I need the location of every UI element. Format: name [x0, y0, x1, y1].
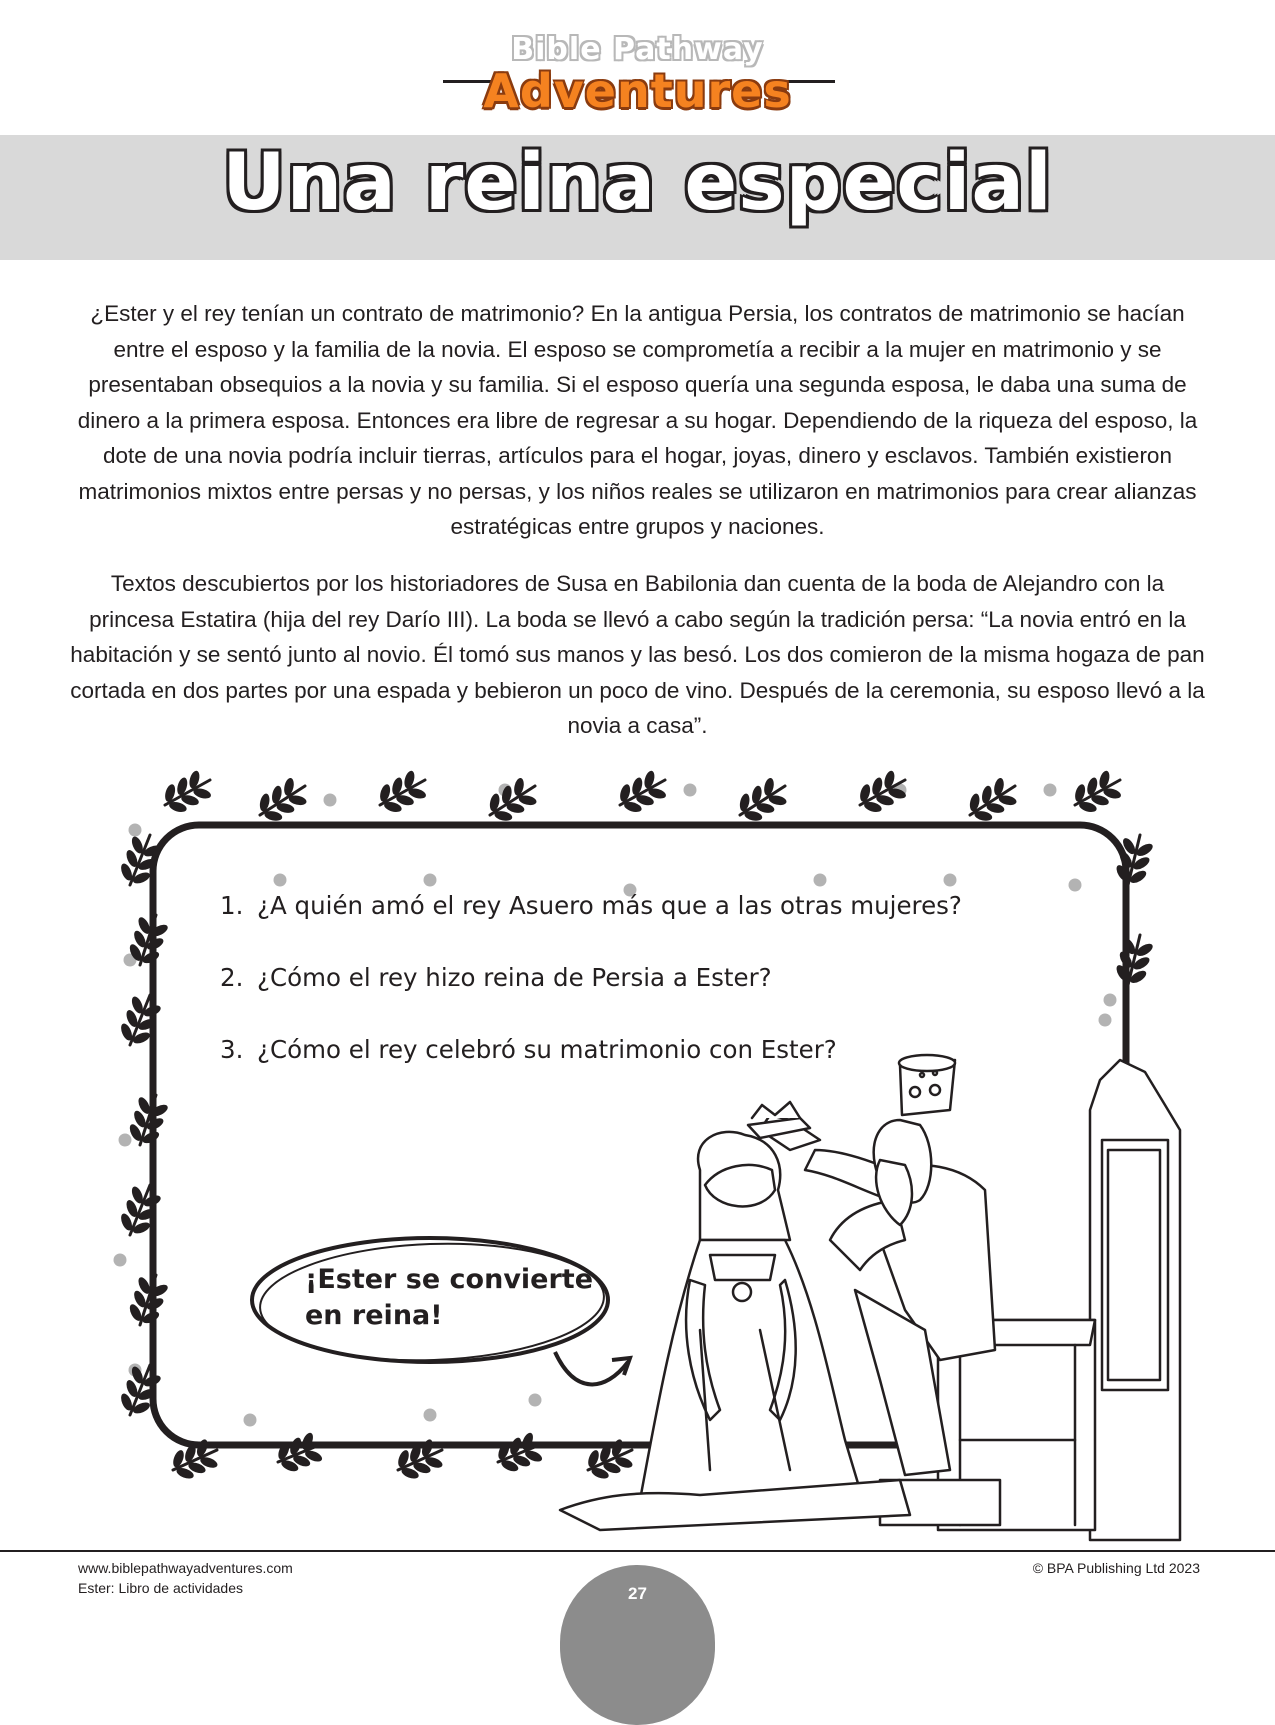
brand-logo [0, 28, 1275, 123]
question-text: ¿Cómo el rey hizo reina de Persia a Ester? [257, 963, 772, 992]
dot [684, 784, 697, 797]
footer-book-title: Ester: Libro de actividades [78, 1580, 243, 1596]
question-number: 2. [220, 963, 244, 992]
speech-bubble-text: ¡Ester se convierte en reina! [305, 1264, 594, 1331]
logo-line-2: Adventures [483, 64, 792, 118]
dot [114, 1254, 127, 1267]
question-item [220, 886, 1080, 958]
queen-crowning-illustration [560, 1055, 1180, 1540]
question-frame [0, 760, 1275, 1550]
page-number: 27 [628, 1584, 647, 1603]
dot [944, 874, 957, 887]
question-item [220, 1030, 1080, 1102]
page-title: Una reina especial [222, 138, 1053, 228]
footer-website[interactable]: www.biblepathwayadventures.com [78, 1560, 293, 1576]
footer-left [78, 1558, 293, 1598]
dot [119, 1134, 132, 1147]
dot [274, 874, 287, 887]
logo-line-1: Bible Pathway [511, 32, 764, 67]
dot [1104, 994, 1117, 1007]
history-paragraph: Textos descubiertos por los historiadores de Susa en Babilonia dan cuenta de la boda de Alejandro con la princesa Estatira (hija del rey Darío III). La boda se llevó a cabo según la tradición persa: “La novia entró en la habitación y se sentó junto al novio. Él tomó sus manos y las besó. Los dos comieron de la misma hogaza de pan cortada en dos partes por una espada y bebieron un poco de vino. Después de la ceremonia, su esposo llevó a la novia a casa”. [70, 571, 1205, 738]
dot [814, 874, 827, 887]
footer-copyright: © BPA Publishing Ltd 2023 [1032, 1560, 1200, 1576]
dot [424, 1409, 437, 1422]
question-text: ¿A quién amó el rey Asuero más que a las otras mujeres? [257, 891, 962, 920]
dot [424, 874, 437, 887]
dot [1044, 784, 1057, 797]
intro-paragraph: ¿Ester y el rey tenían un contrato de matrimonio? En la antigua Persia, los contratos de matrimonio se hacían entre el esposo y la familia de la novia. El esposo se comprometía a recibir a la mujer en matrimonio y se presentaban obsequios a la novia y su familia. Si el esposo quería una segunda esposa, le daba una suma de dinero a la primera esposa. Entonces era libre de regresar a su hogar. Dependiendo de la riqueza del esposo, la dote de una novia podría incluir tierras, artículos para el hogar, joyas, dinero y esclavos. También existieron matrimonios mixtos entre persas y no persas, y los niños reales se utilizaron en matrimonios para crear alianzas estratégicas entre grupos y naciones. [77, 301, 1198, 539]
question-number: 3. [220, 1035, 244, 1064]
dot [324, 794, 337, 807]
question-list [220, 886, 1080, 1102]
question-item [220, 958, 1080, 1030]
question-text: ¿Cómo el rey celebró su matrimonio con Ester? [257, 1035, 837, 1064]
dot [244, 1414, 257, 1427]
dot [529, 1394, 542, 1407]
dot [129, 824, 142, 837]
footer-rule [0, 1550, 1275, 1552]
dot [1099, 1014, 1112, 1027]
question-number: 1. [220, 891, 244, 920]
